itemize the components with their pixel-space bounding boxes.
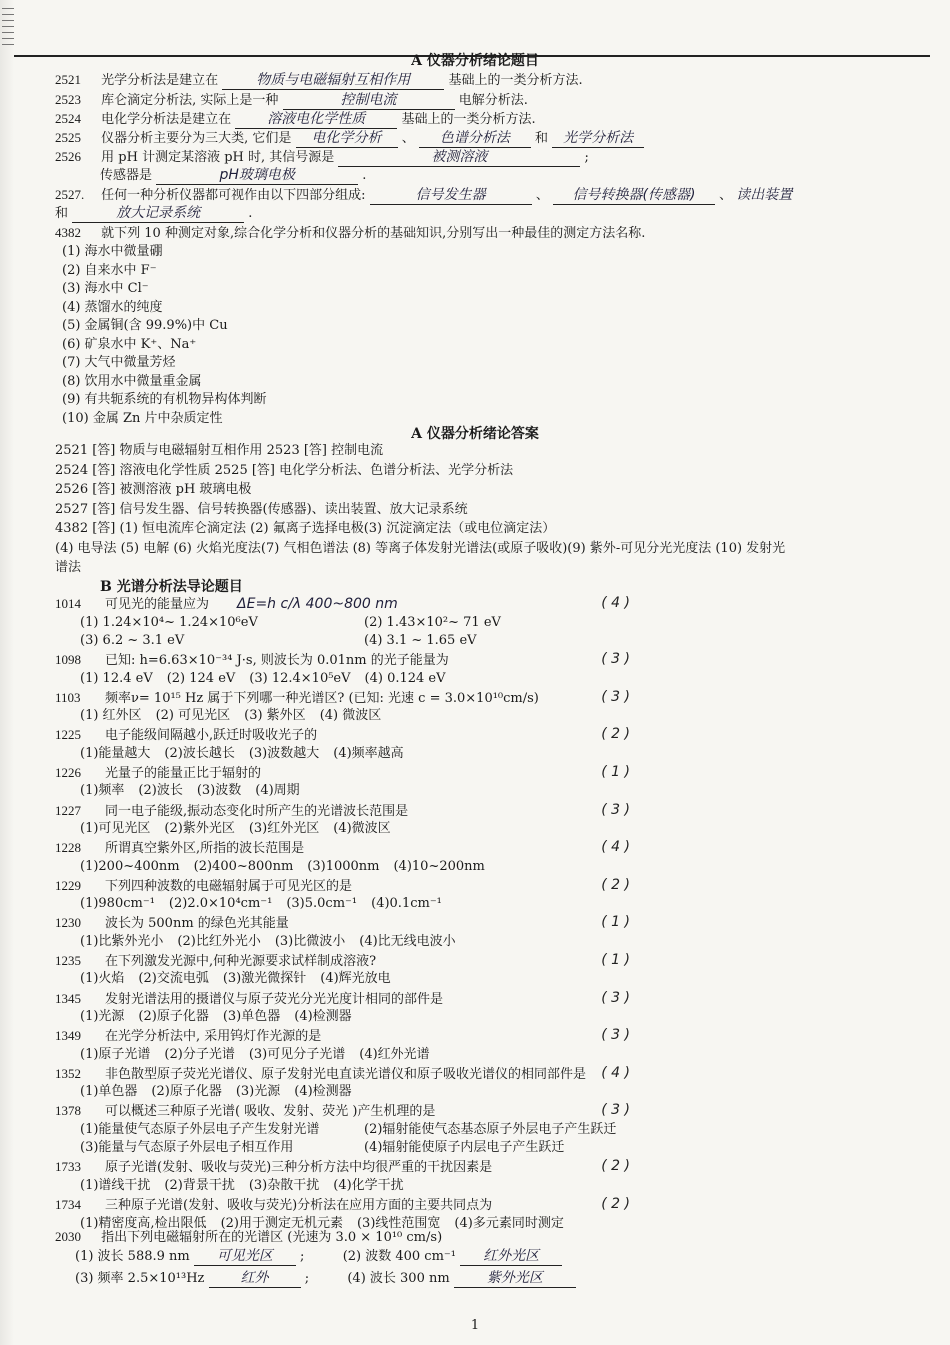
option: (4)多元素同时测定 — [454, 1215, 564, 1231]
question-1235 — [55, 952, 920, 970]
q2524: 2524 电化学分析法是建立在 溶液电化学性质 基础上的一类分析方法. — [55, 111, 536, 127]
q4382-item: (3) 海水中 Cl⁻ — [62, 281, 149, 296]
options-row — [80, 1177, 920, 1194]
question-stem: 波长为 500nm 的绿色光其能量 — [105, 916, 289, 932]
option: (3)可见分子光谱 — [248, 1046, 346, 1062]
q2526-line2: 传感器是 pH玻璃电极 . — [100, 167, 367, 183]
q2525: 2525 仪器分析主要分为三大类, 它们是 电化学分析 、 色谱分析法 和 光学分析法 — [55, 129, 920, 148]
answer-choice: ( 3 ) — [601, 1102, 630, 1119]
option: (3)光源 — [235, 1084, 281, 1100]
answer-line: 2527 [答] 信号发生器、信号转换器(传感器)、读出装置、放大记录系统 — [55, 501, 468, 517]
option: (4)10~200nm — [393, 858, 485, 874]
answer-choice: ( 3 ) — [601, 1027, 630, 1044]
option: (2)波长越长 — [164, 745, 235, 761]
option: (4)辐射能使原子内层电子产生跃迁 — [364, 1140, 565, 1156]
option: (4)比无线电波小 — [359, 933, 456, 949]
option: (3)1000nm — [307, 858, 380, 874]
section-a-title: A 仪器分析绪论题目 — [411, 53, 539, 69]
question-number: 1098 — [55, 652, 81, 668]
q2523: 2523 库仑滴定分析法, 实际上是一种 控制电流 电解分析法. — [55, 92, 528, 108]
option: (1)能量越大 — [80, 745, 151, 761]
option: (1)比紫外光小 — [80, 933, 164, 949]
option: (4)微波区 — [333, 821, 391, 836]
question-stem: 电子能级间隔越小,跃迁时吸收光子的 — [105, 728, 318, 744]
question-1228 — [55, 839, 920, 857]
answer-blank: 放大记录系统 — [72, 205, 244, 223]
options-row — [80, 1139, 920, 1156]
option: (4)频率越高 — [333, 745, 404, 761]
question-1098 — [55, 651, 920, 669]
question-stem: 所谓真空紫外区,所指的波长范围是 — [105, 841, 305, 857]
question-number: 1230 — [55, 915, 81, 931]
answer-choice: ( 3 ) — [601, 651, 630, 668]
question-number: 1226 — [55, 764, 81, 780]
q2521: 2521 光学分析法是建立在 物质与电磁辐射互相作用 基础上的一类分析方法. — [55, 72, 583, 88]
option: (4)检测器 — [294, 1084, 352, 1100]
answer-choice: ( 3 ) — [601, 688, 630, 705]
question-stem: 下列四种波数的电磁辐射属于可见光区的是 — [105, 878, 353, 894]
question-1226 — [55, 764, 920, 782]
option: (2)用于测定无机元素 — [220, 1215, 343, 1231]
option: (2)原子化器 — [151, 1084, 222, 1100]
options-row — [80, 933, 920, 950]
question-1349 — [55, 1027, 920, 1045]
option: (4)检测器 — [294, 1009, 352, 1024]
options-row — [80, 614, 920, 631]
question-stem: 在光学分析法中, 采用钨灯作光源的是 — [105, 1029, 322, 1045]
option: (3)波数越大 — [248, 745, 320, 761]
q4382-item: (4) 蒸馏水的纯度 — [62, 299, 163, 315]
options-row — [80, 707, 920, 724]
answer-line: (4) 电导法 (5) 电解 (6) 火焰光度法(7) 气相色谱法 (8) 等离子体发射光谱法(或原子吸收)(9) 紫外-可见分光光度法 (10) 发射光 — [55, 540, 786, 556]
question-stem: 光量子的能量正比于辐射的 — [105, 765, 262, 781]
question-stem: 可见光的能量应为 — [105, 597, 210, 612]
q4382-item: (1) 海水中微量硼 — [62, 244, 163, 259]
question-number: 1734 — [55, 1197, 81, 1212]
option: (3) 6.2 ~ 3.1 eV — [80, 633, 185, 648]
question-number: 1014 — [55, 596, 81, 611]
option: (4)化学干扰 — [333, 1177, 404, 1193]
question-number: 1229 — [55, 877, 81, 893]
option: (1)能量使气态原子外层电子产生发射光谱 — [80, 1121, 320, 1137]
question-1103 — [55, 689, 920, 707]
options-row — [80, 1215, 920, 1232]
question-stem: 频率ν= 10¹⁵ Hz 属于下列哪一种光谱区? (已知: 光速 c = 3.0×10¹⁰cm/s) — [105, 690, 539, 706]
answer-line: 2521 [答] 物质与电磁辐射互相作用 2523 [答] 控制电流 — [55, 443, 384, 458]
handwritten-note: ΔE=h c/λ 400~800 nm — [237, 596, 398, 612]
answer-blank: 紫外光区 — [454, 1270, 576, 1288]
question-stem: 发射光谱法用的摄谱仪与原子荧光分光光度计相同的部件是 — [105, 991, 444, 1007]
options-row — [80, 782, 920, 799]
answer-line: 2524 [答] 溶液电化学性质 2525 [答] 电化学分析法、色谱分析法、光学分析法 — [55, 462, 514, 478]
answer-choice: ( 4 ) — [601, 595, 630, 611]
option: (2)400~800nm — [193, 858, 294, 874]
q2526: 2526 用 pH 计测定某溶液 pH 时, 其信号源是 被测溶液 ; — [55, 149, 589, 165]
option: (1) 红外区 — [80, 708, 142, 724]
option: (1)光源 — [80, 1009, 125, 1024]
q4382-item: (9) 有共轭系统的有机物异构体判断 — [62, 392, 267, 407]
question-1229 — [55, 877, 920, 895]
answer-blank: 信号转换器(传感器) — [553, 187, 715, 205]
option: (2)交流电弧 — [138, 971, 209, 987]
options-row — [80, 745, 920, 762]
option: (3)杂散干扰 — [248, 1177, 320, 1193]
answer-choice: ( 3 ) — [601, 801, 630, 818]
question-1734 — [55, 1196, 920, 1214]
option: (3)比微波小 — [274, 933, 346, 949]
option: (3)线性范围宽 — [356, 1215, 441, 1231]
option: (4) 0.124 eV — [364, 670, 446, 686]
page-number: 1 — [470, 1318, 480, 1333]
question-1227 — [55, 802, 920, 820]
q2527: 2527. 任何一种分析仪器都可视作由以下四部分组成: 信号发生器 、 信号转换器(传感器) 、 读出装置 — [55, 187, 793, 203]
option: (2)紫外光区 — [164, 821, 235, 836]
q4382-item: (5) 金属铜(含 99.9%)中 Cu — [62, 318, 228, 333]
option: (2)波长 — [138, 783, 183, 799]
option: (4)0.1cm⁻¹ — [371, 896, 442, 912]
option: (1)频率 — [80, 783, 125, 799]
answer-text: 读出装置 — [736, 187, 793, 203]
answer-choice: ( 1 ) — [601, 914, 630, 931]
q2030: 2030 指出下列电磁辐射所在的光谱区 (光速为 3.0 × 10¹⁰ cm/s) — [55, 1229, 443, 1245]
question-1225 — [55, 726, 920, 744]
answer-choice: ( 4 ) — [601, 839, 630, 856]
answer-blank: 电化学分析 — [296, 130, 398, 148]
q4382-item: (7) 大气中微量芳烃 — [62, 355, 176, 370]
answers-a-title: A 仪器分析绪论答案 — [411, 426, 539, 442]
question-number: 1352 — [55, 1065, 81, 1081]
binder-holes — [0, 0, 14, 1345]
q4382-item: (2) 自来水中 F⁻ — [62, 262, 157, 278]
question-number: 1225 — [55, 727, 81, 743]
question-number: 1733 — [55, 1159, 81, 1175]
question-number: 1349 — [55, 1028, 81, 1044]
option: (2)背景干扰 — [164, 1177, 235, 1193]
answer-blank: 控制电流 — [283, 92, 455, 110]
answer-choice: ( 3 ) — [601, 989, 630, 1006]
option: (1)谱线干扰 — [80, 1177, 151, 1193]
options-row — [80, 1083, 920, 1100]
option: (1)可见光区 — [80, 821, 151, 836]
option: (3)激光微探针 — [222, 971, 307, 987]
options-row — [80, 820, 920, 837]
answer-choice: ( 2 ) — [601, 726, 630, 743]
question-stem: 原子光谱(发射、吸收与荧光)三种分析方法中均很严重的干扰因素是 — [105, 1160, 493, 1176]
question-number: 1235 — [55, 952, 81, 968]
question-number: 1228 — [55, 840, 81, 856]
q4382-item: (6) 矿泉水中 K⁺、Na⁺ — [62, 336, 197, 352]
answer-blank: 红外 — [209, 1270, 301, 1288]
q2030-row1: (1) 波长 588.9 nm 可见光区 ; (2) 波数 400 cm⁻¹ 红外光区 — [75, 1248, 920, 1266]
question-stem: 三种原子光谱(发射、吸收与荧光)分析法在应用方面的主要共同点为 — [105, 1198, 493, 1213]
option: (3)5.0cm⁻¹ — [286, 896, 358, 912]
options-row — [80, 670, 920, 687]
answer-choice: ( 1 ) — [601, 951, 630, 968]
question-1230 — [55, 914, 920, 932]
question-stem: 可以概述三种原子光谱( 吸收、发射、荧光 )产生机理的是 — [105, 1104, 436, 1120]
option: (4)周期 — [255, 783, 300, 799]
q4382-item: (10) 金属 Zn 片中杂质定性 — [62, 410, 223, 426]
option: (2) 1.43×10²~ 71 eV — [364, 614, 501, 630]
option: (4)红外光谱 — [359, 1046, 430, 1062]
q4382: 4382 就下列 10 种测定对象,综合化学分析和仪器分析的基础知识,分别写出一种最佳的测定方法名称. — [55, 225, 646, 241]
option: (3)能量与气态原子外层电子相互作用 — [80, 1140, 294, 1156]
q2527-line2: 和 放大记录系统 . — [55, 205, 253, 221]
options-row — [80, 1121, 920, 1138]
options-row — [80, 1046, 920, 1063]
options-row — [80, 1008, 920, 1025]
option: (2)2.0×10⁴cm⁻¹ — [168, 896, 273, 912]
question-1378 — [55, 1102, 920, 1120]
question-number: 1345 — [55, 990, 81, 1006]
q4382-item: (8) 饮用水中微量重金属 — [62, 373, 202, 389]
answer-blank: 信号发生器 — [370, 187, 532, 205]
option: (4) 3.1 ~ 1.65 eV — [364, 633, 477, 648]
question-stem: 在下列激发光源中,何种光源要求试样制成溶液? — [105, 953, 377, 969]
answer-line: 4382 [答] (1) 恒电流库仑滴定法 (2) 氟离子选择电极(3) 沉淀滴定法（或电位滴定法） — [55, 521, 556, 536]
options-row — [80, 632, 920, 649]
answer-choice: ( 4 ) — [601, 1064, 630, 1081]
question-1345 — [55, 990, 920, 1008]
option: (1) 12.4 eV — [80, 670, 153, 686]
option: (2)原子化器 — [138, 1009, 209, 1024]
option: (3)波数 — [196, 783, 242, 799]
answer-blank: 红外光区 — [460, 1248, 562, 1266]
question-1733 — [55, 1158, 920, 1176]
option: (1)单色器 — [80, 1084, 138, 1100]
answer-blank: 可见光区 — [194, 1248, 296, 1266]
option: (2)比红外光小 — [177, 933, 261, 949]
option: (1)原子光谱 — [80, 1046, 151, 1062]
question-1014 — [55, 595, 920, 613]
answer-blank: 溶液电化学性质 — [235, 111, 397, 129]
question-stem: 同一电子能级,振动态变化时所产生的光谱波长范围是 — [105, 803, 409, 819]
answer-blank: 色谱分析法 — [419, 130, 531, 148]
q2030-row2: (3) 频率 2.5×10¹³Hz 红外 ; (4) 波长 300 nm 紫外光区 — [75, 1270, 920, 1288]
question-number: 1378 — [55, 1103, 81, 1119]
options-row — [80, 895, 920, 912]
section-b-title: B 光谱分析法导论题目 — [100, 579, 243, 595]
answer-blank: 物质与电磁辐射互相作用 — [222, 72, 444, 90]
answer-choice: ( 2 ) — [601, 1196, 630, 1212]
question-number: 1227 — [55, 802, 81, 818]
option: (1)980cm⁻¹ — [80, 896, 155, 912]
option: (3)红外光区 — [248, 821, 320, 836]
options-row — [80, 858, 920, 875]
question-stem: 非色散型原子荧光光谱仪、原子发射光电直读光谱仪和原子吸收光谱仪的相同部件是 — [105, 1066, 587, 1082]
option: (2)辐射能使气态基态原子外层电子产生跃迁 — [364, 1121, 617, 1137]
option: (4) 微波区 — [319, 708, 382, 724]
question-stem: 已知: h=6.63×10⁻³⁴ J·s, 则波长为 0.01nm 的光子能量为 — [105, 653, 449, 669]
answer-blank: 光学分析法 — [552, 130, 644, 148]
answer-line: 谱法 — [55, 560, 82, 575]
answer-choice: ( 2 ) — [601, 1158, 630, 1175]
option: (1)精密度高,检出限低 — [80, 1215, 207, 1231]
question-1352 — [55, 1065, 920, 1083]
option: (1) 1.24×10⁴~ 1.24×10⁶eV — [80, 614, 258, 630]
answer-blank: pH玻璃电极 — [156, 167, 358, 185]
question-number: 1103 — [55, 689, 81, 705]
answer-blank: 被测溶液 — [338, 149, 580, 167]
option: (1)火焰 — [80, 971, 125, 987]
answer-line: 2526 [答] 被测溶液 pH 玻璃电极 — [55, 482, 252, 497]
option: (3) 12.4×10⁵eV — [249, 670, 351, 686]
answer-choice: ( 1 ) — [601, 763, 630, 780]
option: (1)200~400nm — [80, 858, 180, 874]
option: (2) 可见光区 — [155, 708, 231, 724]
option: (2) 124 eV — [166, 670, 236, 686]
option: (4)辉光放电 — [320, 971, 391, 987]
option: (2)分子光谱 — [164, 1046, 235, 1062]
options-row — [80, 970, 920, 987]
answer-choice: ( 2 ) — [601, 876, 630, 893]
option: (3)单色器 — [222, 1009, 281, 1024]
option: (3) 紫外区 — [244, 708, 306, 724]
